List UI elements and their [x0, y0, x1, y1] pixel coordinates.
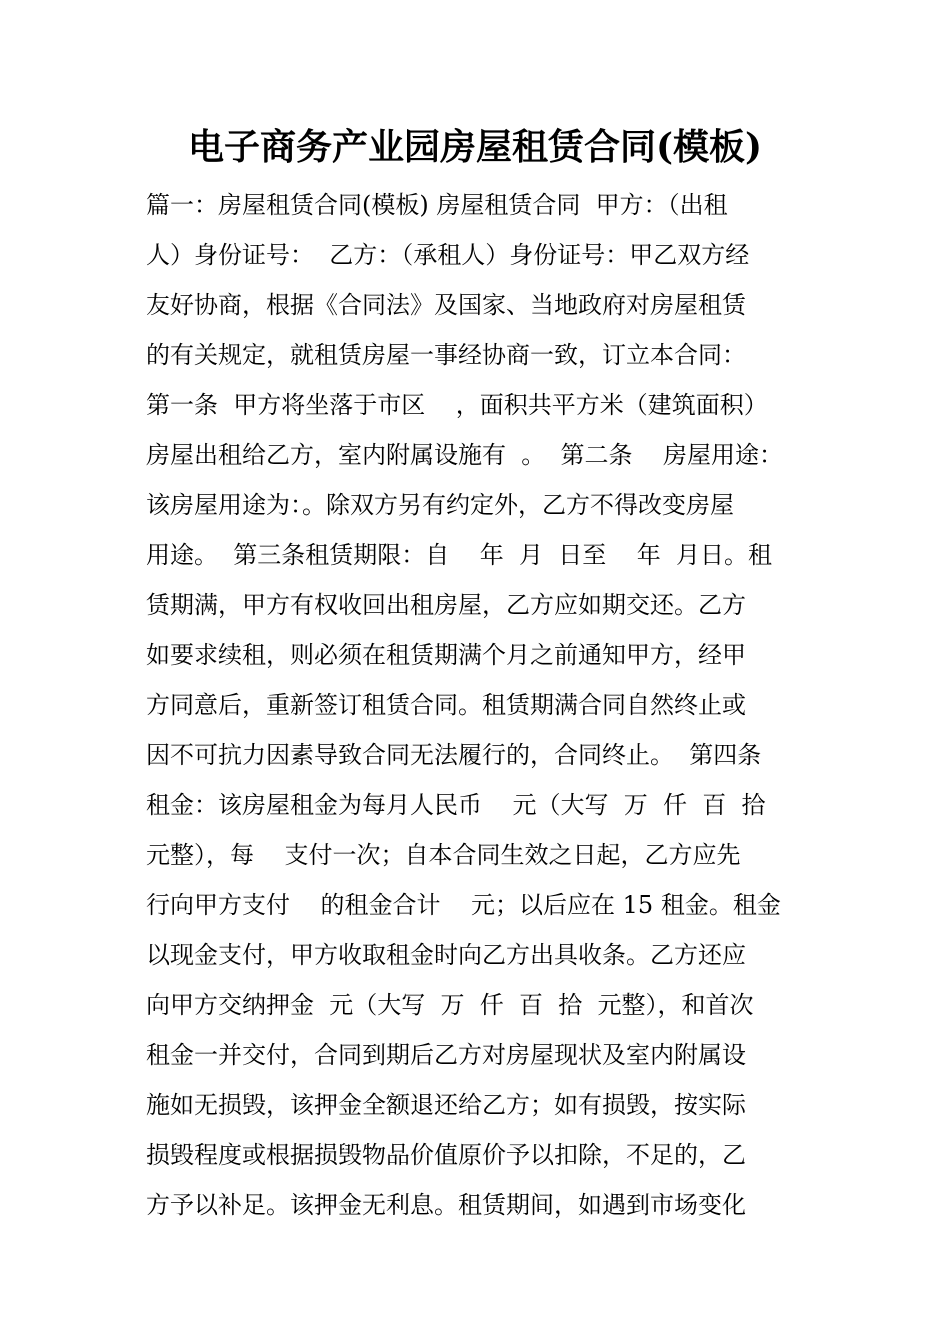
body-line-12: 因不可抗力因素导致合同无法履行的，合同终止。 第四条: [146, 741, 762, 769]
body-line-21: 方予以补足。该押金无利息。租赁期间，如遇到市场变化: [146, 1191, 746, 1219]
body-line-11: 方同意后，重新签订租赁合同。租赁期满合同自然终止或: [146, 691, 746, 719]
body-line-6: 房屋出租给乙方，室内附属设施有 。 第二条 房屋用途：: [146, 441, 784, 469]
body-line-20: 损毁程度或根据损毁物品价值原价予以扣除，不足的，乙: [146, 1141, 746, 1169]
body-line-2: 人）身份证号： 乙方：（承租人）身份证号：甲乙双方经: [146, 241, 750, 269]
body-line-7: 该房屋用途为：。除双方另有约定外，乙方不得改变房屋: [146, 491, 734, 519]
body-line-3: 友好协商，根据《合同法》及国家、当地政府对房屋租赁: [146, 291, 746, 319]
document-body: [146, 180, 826, 1230]
body-line-18: 租金一并交付，合同到期后乙方对房屋现状及室内附属设: [146, 1041, 746, 1069]
body-line-15: 行向甲方支付 的租金合计 元；以后应在 15 租金。租金: [146, 891, 781, 919]
body-line-1: 篇一：房屋租赁合同(模板) 房屋租赁合同 甲方：（出租: [146, 191, 728, 219]
body-line-13: 租金：该房屋租金为每月人民币 元（大写 万 仟 百 拾: [146, 791, 766, 819]
body-line-4: 的有关规定，就租赁房屋一事经协商一致，订立本合同：: [146, 341, 746, 369]
body-line-17: 向甲方交纳押金 元（大写 万 仟 百 拾 元整），和首次: [146, 991, 754, 1019]
body-line-5: 第一条 甲方将坐落于市区 ，面积共平方米（建筑面积）: [146, 391, 768, 419]
body-line-10: 如要求续租，则必须在租赁期满个月之前通知甲方，经甲: [146, 641, 746, 669]
body-line-9: 赁期满，甲方有权收回出租房屋，乙方应如期交还。乙方: [146, 591, 746, 619]
body-line-16: 以现金支付，甲方收取租金时向乙方出具收条。乙方还应: [146, 941, 746, 969]
document-title: 电子商务产业园房屋租赁合同(模板): [187, 126, 763, 168]
body-line-19: 施如无损毁，该押金全额退还给乙方；如有损毁，按实际: [146, 1091, 746, 1119]
body-line-8: 用途。 第三条租赁期限：自 年 月 日至 年 月日。租: [146, 541, 773, 569]
body-line-14: 元整），每 支付一次；自本合同生效之日起，乙方应先: [146, 841, 741, 869]
